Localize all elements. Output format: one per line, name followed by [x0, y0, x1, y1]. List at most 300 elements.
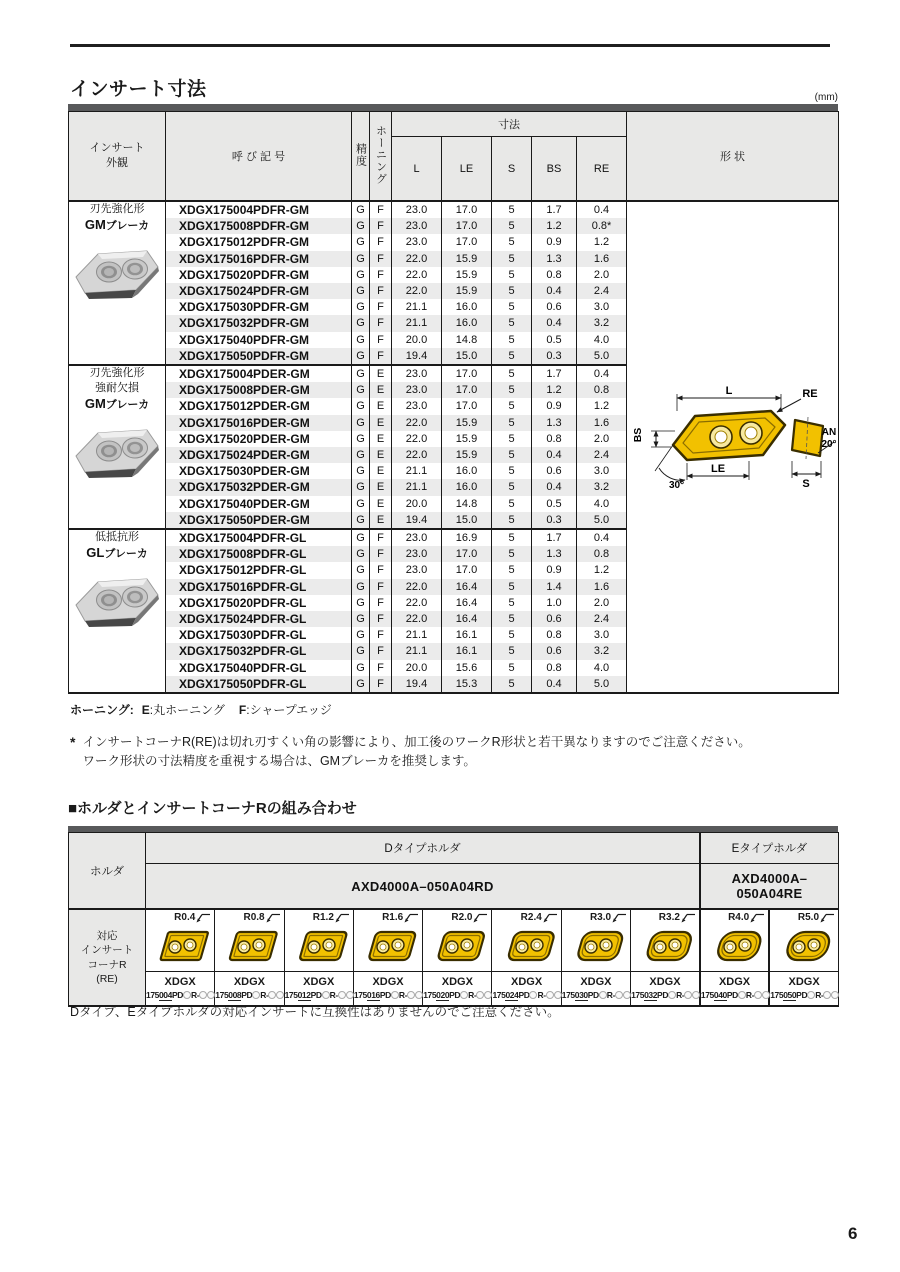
dim-l-cell: 23.0: [392, 382, 442, 398]
insert-code-line: 175024PD R-: [492, 989, 560, 1001]
dim-bs-cell: 1.3: [532, 415, 577, 431]
dim-s-cell: 5: [492, 348, 532, 365]
dim-l-cell: 22.0: [392, 251, 442, 267]
insert-code-cell: [284, 972, 353, 1007]
dim-l-cell: 21.1: [392, 315, 442, 331]
dim-s-cell: 5: [492, 512, 532, 529]
honing-cell: F: [370, 332, 392, 348]
accuracy-cell: G: [352, 332, 370, 348]
dim-re-cell: 1.2: [577, 234, 627, 250]
corner-radius-text: R1.2: [312, 912, 334, 923]
honing-cell: E: [370, 382, 392, 398]
accuracy-cell: G: [352, 299, 370, 315]
dim-le-cell: 15.9: [442, 447, 492, 463]
dim-re-cell: 3.0: [577, 627, 627, 643]
corner-arrow-icon: [542, 912, 558, 924]
dim-re-cell: 1.6: [577, 251, 627, 267]
designation-cell: XDGX175020PDFR-GM: [166, 267, 352, 283]
insert-top-view-svg: [773, 926, 835, 966]
corner-arrow-icon: [472, 912, 488, 924]
page-title: インサート寸法: [70, 79, 207, 100]
insert-code-row: [69, 972, 839, 1007]
corner-insert-cell: [492, 909, 561, 972]
insert-code-cell: [215, 972, 284, 1007]
honing-val-e: :丸ホーニング: [149, 703, 225, 717]
corner-insert-cell: [423, 909, 492, 972]
accuracy-cell: G: [352, 660, 370, 676]
accuracy-cell: G: [352, 251, 370, 267]
dim-le-cell: 17.0: [442, 382, 492, 398]
corner-arrow-icon: [334, 912, 350, 924]
honing-cell: F: [370, 299, 392, 315]
corner-arrow-icon: [195, 912, 211, 924]
accuracy-cell: G: [352, 348, 370, 365]
corner-r-note-line2: ワーク形状の寸法精度を重視する場合は、GMブレーカを推奨します。: [82, 753, 476, 768]
dim-le-cell: 16.9: [442, 529, 492, 546]
dim-l-cell: 23.0: [392, 365, 442, 382]
dim-bs-cell: 0.8: [532, 660, 577, 676]
col-header-appearance-line2: 外観: [106, 157, 128, 169]
insert-code-underlined: 032: [644, 990, 658, 1000]
dim-l-cell: 21.1: [392, 299, 442, 315]
dim-re-cell: 0.8*: [577, 218, 627, 234]
placeholder-circle: [684, 991, 692, 999]
col-header-designation: 呼 び 記 号: [166, 112, 352, 202]
insert-code-cell: [700, 972, 769, 1007]
dim-le-cell: 15.0: [442, 348, 492, 365]
dim-l-cell: 20.0: [392, 660, 442, 676]
honing-cell: E: [370, 398, 392, 414]
honing-cell: F: [370, 676, 392, 693]
insert-code-cell: [631, 972, 700, 1007]
dim-s-cell: 5: [492, 660, 532, 676]
col-header-appearance: [69, 112, 166, 202]
d-type-holder-header: Dタイプホルダ: [146, 833, 700, 864]
dim-le-cell: 17.0: [442, 398, 492, 414]
insert-code-prefix: XDGX: [303, 976, 335, 988]
dim-re-cell: 1.2: [577, 562, 627, 578]
honing-val-f: :シャープエッジ: [246, 703, 332, 717]
placeholder-circle: [391, 991, 399, 999]
corner-r-row-label-line: インサート: [80, 944, 134, 956]
dim-le-cell: 15.0: [442, 512, 492, 529]
insert-top-view: [492, 926, 560, 971]
dim-re-cell: 0.4: [577, 529, 627, 546]
insert-code-underlined: 040: [713, 990, 727, 1000]
corner-r-row-label-line: コーナR: [87, 958, 127, 971]
insert-code-line: 175012PD R-: [285, 989, 353, 1001]
placeholder-circle: [338, 991, 346, 999]
dim-le-cell: 16.0: [442, 479, 492, 495]
placeholder-circle: [823, 991, 831, 999]
dim-bs-cell: 0.8: [532, 267, 577, 283]
dim-s-cell: 5: [492, 398, 532, 414]
insert-code-prefix: XDGX: [233, 976, 266, 988]
designation-cell: XDGX175008PDFR-GM: [166, 218, 352, 234]
dim-s-cell: 5: [492, 562, 532, 578]
designation-cell: XDGX175030PDER-GM: [166, 463, 352, 479]
dim-bs-cell: 0.8: [532, 627, 577, 643]
placeholder-circle: [207, 991, 215, 999]
corner-arrow-icon: [611, 912, 627, 924]
placeholder-circle: [762, 991, 770, 999]
placeholder-circle: [623, 991, 631, 999]
dim-l-cell: 21.1: [392, 463, 442, 479]
placeholder-circle: [599, 991, 607, 999]
insert-top-view-svg: [357, 926, 419, 966]
insert-type-label: GMブレーカ: [84, 396, 150, 412]
dim-le-cell: 17.0: [442, 562, 492, 578]
dim-le-cell: 16.0: [442, 299, 492, 315]
corner-radius-text: R5.0: [797, 912, 820, 923]
dim-l-cell: 19.4: [392, 512, 442, 529]
dim-l-cell: 22.0: [392, 595, 442, 611]
accuracy-cell: G: [352, 398, 370, 414]
placeholder-circle: [831, 991, 839, 999]
dim-s-cell: 5: [492, 529, 532, 546]
dim-s-cell: 5: [492, 299, 532, 315]
dim-s-cell: 5: [492, 283, 532, 299]
corner-radius-label: [354, 912, 422, 925]
corner-insert-cell: [631, 909, 700, 972]
insert-code-prefix: XDGX: [441, 976, 473, 988]
col-header-holder: ホルダ: [69, 833, 146, 910]
insert-code-line: 175020PD R-: [423, 989, 491, 1001]
corner-radius-text: R4.0: [728, 912, 750, 923]
dim-l-cell: 21.1: [392, 643, 442, 659]
insert-photo-svg: [71, 423, 163, 483]
dim-bs-cell: 1.7: [532, 201, 577, 218]
dim-le-cell: 16.0: [442, 463, 492, 479]
designation-cell: XDGX175016PDFR-GM: [166, 251, 352, 267]
dim-s-cell: 5: [492, 218, 532, 234]
insert-top-view: [354, 926, 422, 971]
designation-cell: XDGX175012PDFR-GL: [166, 562, 352, 578]
top-rule: [70, 44, 830, 47]
dim-le-cell: 16.4: [442, 595, 492, 611]
accuracy-cell: G: [352, 365, 370, 382]
insert-code-underlined: 030: [574, 990, 588, 1000]
dim-bs-cell: 0.9: [532, 234, 577, 250]
corner-radius-label: [770, 912, 838, 925]
insert-top-view: [701, 926, 768, 971]
col-header-shape: 形 状: [627, 112, 839, 202]
insert-type-label: 刃先強化形: [89, 367, 145, 380]
honing-cell: E: [370, 512, 392, 529]
insert-top-view-svg: [218, 926, 280, 966]
accuracy-cell: G: [352, 382, 370, 398]
dim-re-cell: 2.0: [577, 595, 627, 611]
dim-re-cell: 3.2: [577, 315, 627, 331]
shape-diagram: [629, 383, 837, 505]
honing-cell: E: [370, 463, 392, 479]
insert-top-view-svg: [496, 926, 558, 966]
designation-cell: XDGX175016PDFR-GL: [166, 579, 352, 595]
corner-radius-label: [423, 912, 491, 925]
dim-re-cell: 5.0: [577, 348, 627, 365]
designation-cell: XDGX175040PDFR-GL: [166, 660, 352, 676]
corner-arrow-icon: [265, 912, 281, 924]
dim-re-cell: 0.4: [577, 365, 627, 382]
dim-le-cell: 16.4: [442, 579, 492, 595]
dim-bs-cell: 1.7: [532, 529, 577, 546]
dim-bs-cell: 0.5: [532, 332, 577, 348]
insert-photo-svg: [71, 244, 163, 304]
insert-code-underlined: 004: [158, 990, 172, 1000]
dim-le-cell: 16.1: [442, 627, 492, 643]
dim-re-cell: 2.4: [577, 611, 627, 627]
corner-radius-label: [215, 912, 283, 925]
honing-cell: F: [370, 218, 392, 234]
honing-cell: E: [370, 431, 392, 447]
placeholder-circle: [276, 991, 284, 999]
insert-code-underlined: 020: [436, 990, 450, 1000]
dim-s-cell: 5: [492, 447, 532, 463]
corner-r-note-line1: インサートコーナR(RE)は切れ刃すくい角の影響により、加工後のワークR形状と若干異なりますのでご注意ください。: [82, 735, 751, 749]
corner-insert-cell: [769, 909, 838, 972]
dim-s-cell: 5: [492, 643, 532, 659]
placeholder-circle: [738, 991, 746, 999]
honing-cell: F: [370, 348, 392, 365]
insert-code-prefix: XDGX: [788, 976, 820, 988]
dim-l-cell: 21.1: [392, 479, 442, 495]
dim-s-cell: 5: [492, 315, 532, 331]
honing-cell: F: [370, 546, 392, 562]
honing-key-e: E: [141, 703, 150, 717]
dim-label-s: S: [801, 478, 810, 491]
insert-photo: [69, 423, 165, 488]
accuracy-cell: G: [352, 579, 370, 595]
honing-cell: F: [370, 562, 392, 578]
insert-photo: [69, 244, 165, 309]
designation-cell: XDGX175050PDER-GM: [166, 512, 352, 529]
designation-cell: XDGX175024PDFR-GM: [166, 283, 352, 299]
insert-code-underlined: 016: [366, 990, 380, 1000]
designation-cell: XDGX175008PDFR-GL: [166, 546, 352, 562]
designation-cell: XDGX175012PDER-GM: [166, 398, 352, 414]
insert-code-line: 175008PD R-: [215, 989, 283, 1001]
dim-re-cell: 4.0: [577, 660, 627, 676]
dim-le-cell: 14.8: [442, 332, 492, 348]
accuracy-vertical-label: 精度: [354, 142, 367, 167]
dim-le-cell: 15.6: [442, 660, 492, 676]
dim-re-cell: 3.0: [577, 299, 627, 315]
insert-code-cell: [146, 972, 215, 1007]
corner-insert-cell: [146, 909, 215, 972]
corner-radius-label: [492, 912, 560, 925]
dim-re-cell: 5.0: [577, 512, 627, 529]
col-header-dimensions: 寸法: [392, 112, 627, 137]
dim-bs-cell: 0.4: [532, 676, 577, 693]
dim-s-cell: 5: [492, 267, 532, 283]
designation-cell: XDGX175020PDER-GM: [166, 431, 352, 447]
insert-type-label: GMブレーカ: [84, 217, 150, 232]
designation-cell: XDGX175004PDFR-GM: [166, 201, 352, 218]
dim-bs-cell: 1.2: [532, 218, 577, 234]
col-header-le: LE: [442, 137, 492, 202]
insert-type-label: 強耐欠損: [95, 382, 139, 395]
corner-radius-text: R0.8: [243, 912, 265, 923]
dim-s-cell: 5: [492, 431, 532, 447]
dim-label-le: LE: [710, 463, 725, 476]
insert-code-cell: [769, 972, 838, 1007]
dim-le-cell: 15.3: [442, 676, 492, 693]
insert-top-view-svg: [149, 926, 211, 966]
corner-radius-text: R3.0: [589, 912, 612, 923]
dim-re-cell: 2.0: [577, 431, 627, 447]
insert-type-label: 低抵抗形: [95, 531, 139, 544]
dim-l-cell: 21.1: [392, 627, 442, 643]
col-header-accuracy: [352, 112, 370, 202]
accuracy-cell: G: [352, 431, 370, 447]
insert-code-line: 175032PD R-: [631, 989, 699, 1001]
dim-label-l: L: [725, 385, 732, 398]
dim-le-cell: 15.9: [442, 283, 492, 299]
dim-bs-cell: 0.3: [532, 512, 577, 529]
designation-cell: XDGX175030PDFR-GL: [166, 627, 352, 643]
insert-top-view: [146, 926, 214, 971]
accuracy-cell: G: [352, 512, 370, 529]
insert-code-cell: [353, 972, 422, 1007]
placeholder-circle: [615, 991, 623, 999]
dim-re-cell: 0.8: [577, 546, 627, 562]
insert-code-line: 175050PD R-: [770, 989, 838, 1001]
placeholder-circle: [754, 991, 762, 999]
insert-code-underlined: 024: [505, 990, 519, 1000]
dim-le-cell: 17.0: [442, 201, 492, 218]
dim-bs-cell: 0.9: [532, 398, 577, 414]
designation-cell: XDGX175012PDFR-GM: [166, 234, 352, 250]
designation-cell: XDGX175020PDFR-GL: [166, 595, 352, 611]
honing-cell: E: [370, 496, 392, 512]
dim-s-cell: 5: [492, 201, 532, 218]
dim-bs-cell: 0.3: [532, 348, 577, 365]
holder-combination-table: [68, 826, 838, 1007]
dim-bs-cell: 1.7: [532, 365, 577, 382]
insert-code-prefix: XDGX: [511, 976, 543, 988]
accuracy-cell: G: [352, 529, 370, 546]
designation-cell: XDGX175032PDFR-GL: [166, 643, 352, 659]
honing-cell: F: [370, 251, 392, 267]
insert-type-cell: [69, 201, 166, 365]
insert-code-prefix: XDGX: [580, 976, 612, 988]
corner-arrow-icon: [680, 912, 696, 924]
accuracy-cell: G: [352, 415, 370, 431]
placeholder-circle: [668, 991, 676, 999]
designation-cell: XDGX175050PDFR-GM: [166, 348, 352, 365]
corner-r-row-label: [69, 909, 146, 1006]
dim-re-cell: 3.2: [577, 643, 627, 659]
dim-re-cell: 1.2: [577, 398, 627, 414]
honing-cell: F: [370, 283, 392, 299]
asterisk-mark: *: [70, 734, 76, 750]
dim-s-cell: 5: [492, 627, 532, 643]
dim-bs-cell: 1.4: [532, 579, 577, 595]
dim-l-cell: 22.0: [392, 579, 442, 595]
unit-label: (mm): [814, 92, 838, 103]
dim-label-30deg: 30°: [668, 480, 684, 492]
dim-label-an-angle: 20°: [820, 439, 837, 451]
col-header-s: S: [492, 137, 532, 202]
designation-cell: XDGX175040PDER-GM: [166, 496, 352, 512]
dim-s-cell: 5: [492, 579, 532, 595]
dim-bs-cell: 0.4: [532, 283, 577, 299]
designation-cell: XDGX175032PDFR-GM: [166, 315, 352, 331]
designation-cell: XDGX175016PDER-GM: [166, 415, 352, 431]
honing-cell: F: [370, 529, 392, 546]
placeholder-circle: [415, 991, 423, 999]
dim-s-cell: 5: [492, 332, 532, 348]
insert-top-view: [423, 926, 491, 971]
dim-re-cell: 5.0: [577, 676, 627, 693]
placeholder-circle: [807, 991, 815, 999]
insert-code-underlined: 012: [297, 990, 311, 1000]
insert-code-prefix: XDGX: [164, 976, 196, 988]
dim-le-cell: 16.1: [442, 643, 492, 659]
dim-re-cell: 2.4: [577, 447, 627, 463]
placeholder-circle: [546, 991, 554, 999]
honing-cell: F: [370, 579, 392, 595]
insert-type-label: GLブレーカ: [86, 545, 148, 561]
honing-cell: E: [370, 447, 392, 463]
insert-top-view: [562, 926, 630, 971]
dim-l-cell: 22.0: [392, 415, 442, 431]
placeholder-circle: [554, 991, 562, 999]
honing-cell: E: [370, 365, 392, 382]
insert-photo: [69, 572, 165, 637]
col-header-l: L: [392, 137, 442, 202]
corner-arrow-icon: [749, 912, 765, 924]
dim-s-cell: 5: [492, 496, 532, 512]
dim-le-cell: 15.9: [442, 251, 492, 267]
dim-le-cell: 15.9: [442, 267, 492, 283]
placeholder-circle: [460, 991, 468, 999]
dim-l-cell: 22.0: [392, 431, 442, 447]
dim-s-cell: 5: [492, 251, 532, 267]
honing-cell: F: [370, 315, 392, 331]
dim-l-cell: 23.0: [392, 201, 442, 218]
corner-radius-text: R3.2: [658, 912, 680, 923]
dim-re-cell: 4.0: [577, 496, 627, 512]
corner-insert-cell: [284, 909, 353, 972]
dim-re-cell: 0.8: [577, 382, 627, 398]
accuracy-cell: G: [352, 234, 370, 250]
designation-cell: XDGX175024PDFR-GL: [166, 611, 352, 627]
accuracy-cell: G: [352, 496, 370, 512]
dim-s-cell: 5: [492, 415, 532, 431]
dim-le-cell: 15.9: [442, 431, 492, 447]
insert-top-view: [770, 926, 838, 971]
dim-s-cell: 5: [492, 382, 532, 398]
dim-le-cell: 17.0: [442, 546, 492, 562]
insert-dimension-table: [68, 104, 838, 694]
honing-legend: [70, 701, 332, 718]
honing-cell: F: [370, 643, 392, 659]
dim-label-bs: BS: [631, 428, 644, 443]
dim-l-cell: 19.4: [392, 348, 442, 365]
dim-l-cell: 20.0: [392, 496, 442, 512]
insert-top-view: [631, 926, 699, 971]
corner-r-row-label-line: (RE): [96, 973, 118, 985]
page-number: 6: [848, 1224, 858, 1243]
corner-radius-label: [562, 912, 630, 925]
insert-code-cell: [423, 972, 492, 1007]
accuracy-cell: G: [352, 595, 370, 611]
dim-l-cell: 19.4: [392, 676, 442, 693]
accuracy-cell: G: [352, 267, 370, 283]
dim-s-cell: 5: [492, 546, 532, 562]
dim-le-cell: 16.4: [442, 611, 492, 627]
